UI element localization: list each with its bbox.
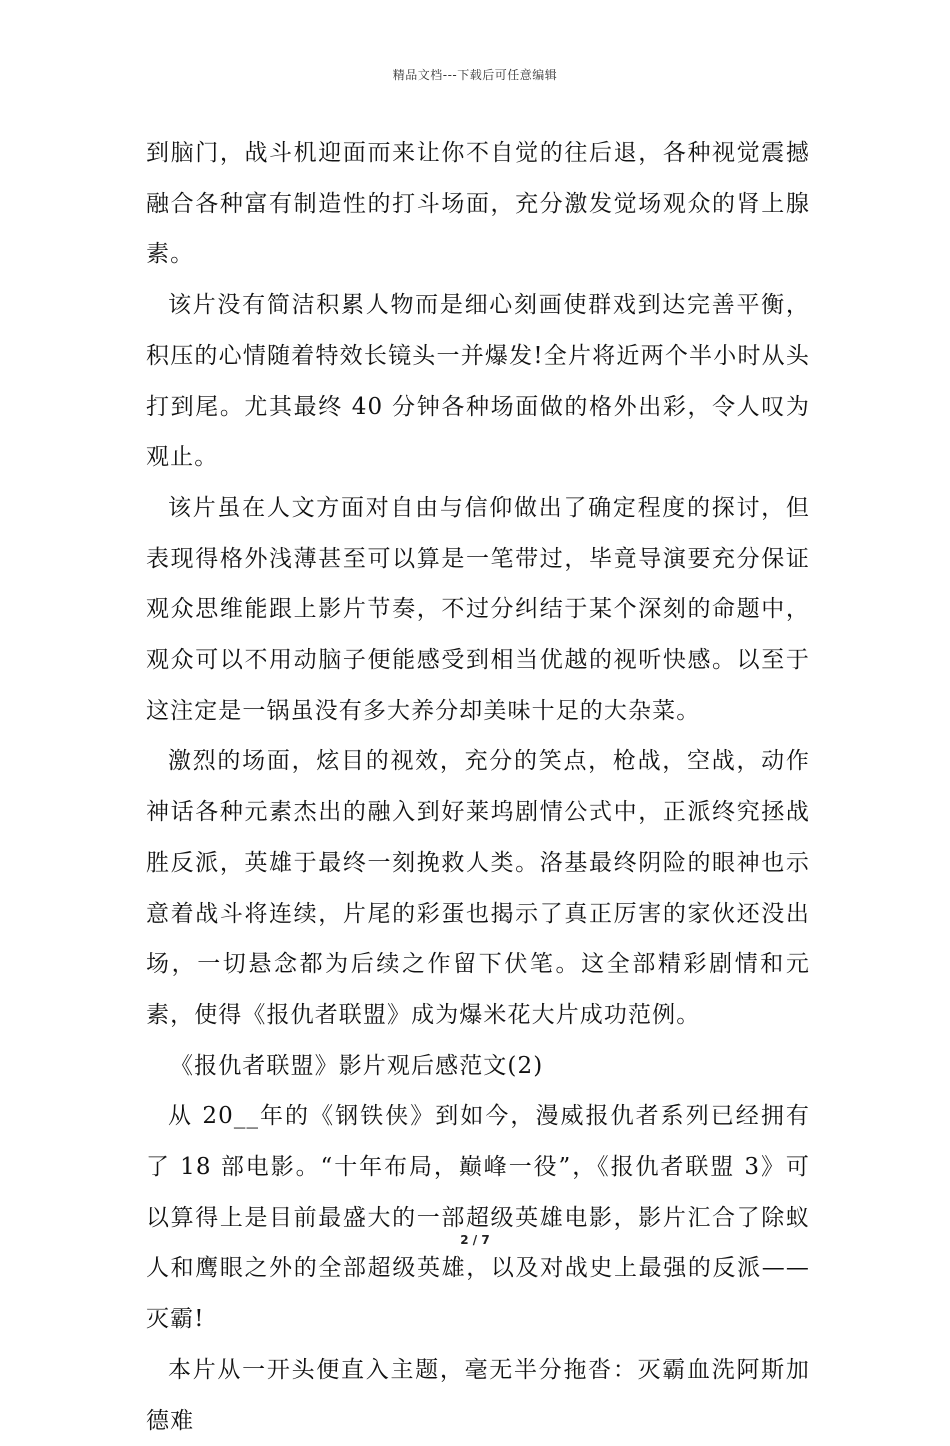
paragraph: 激烈的场面，炫目的视效，充分的笑点，枪战，空战，动作神话各种元素杰出的融入到好莱坞剧情公式中，正派终究拯战胜反派，英雄于最终一刻挽救人类。洛基最终阴险的眼神也示意着战斗将连续，片尾的彩蛋也揭示了真正厉害的家伙还没出场，一切悬念都为后续之作留下伏笔。这全部精彩剧情和元素，使得《报仇者联盟》成为爆米花大片成功范例。	[146, 748, 810, 1028]
document-body	[146, 128, 810, 1446]
paragraph: 本片从一开头便直入主题，毫无半分拖沓：灭霸血洗阿斯加德难	[146, 1356, 810, 1434]
paragraph-continued: 到脑门，战斗机迎面而来让你不自觉的往后退，各种视觉震撼融合各种富有制造性的打斗场面，充分激发觉场观众的肾上腺素。	[146, 140, 810, 268]
section-title: 《报仇者联盟》影片观后感范文(2)	[170, 1052, 544, 1079]
paragraph: 该片没有简洁积累人物而是细心刻画使群戏到达完善平衡，积压的心情随着特效长镜头一并爆发!全片将近两个半小时从头打到尾。尤其最终 40 分钟各种场面做的格外出彩，令人叹为观止。	[146, 292, 810, 471]
page-number: 2 / 7	[460, 1233, 490, 1247]
paragraph: 从 20__年的《钢铁侠》到如今，漫威报仇者系列已经拥有了 18 部电影。“十年布局，巅峰一役”，《报仇者联盟 3》可以算得上是目前最盛大的一部超级英雄电影，影片汇合了除蚁人和鹰眼之外的全部超级英雄，以及对战史上最强的反派——灭霸!	[146, 1103, 810, 1333]
page-header: 精品文档---下载后可任意编辑	[392, 68, 558, 82]
paragraph: 该片虽在人文方面对自由与信仰做出了确定程度的探讨，但表现得格外浅薄甚至可以算是一笔带过，毕竟导演要充分保证观众思维能跟上影片节奏，不过分纠结于某个深刻的命题中，观众可以不用动脑子便能感受到相当优越的视听快感。以至于这注定是一锅虽没有多大养分却美味十足的大杂菜。	[146, 494, 810, 724]
